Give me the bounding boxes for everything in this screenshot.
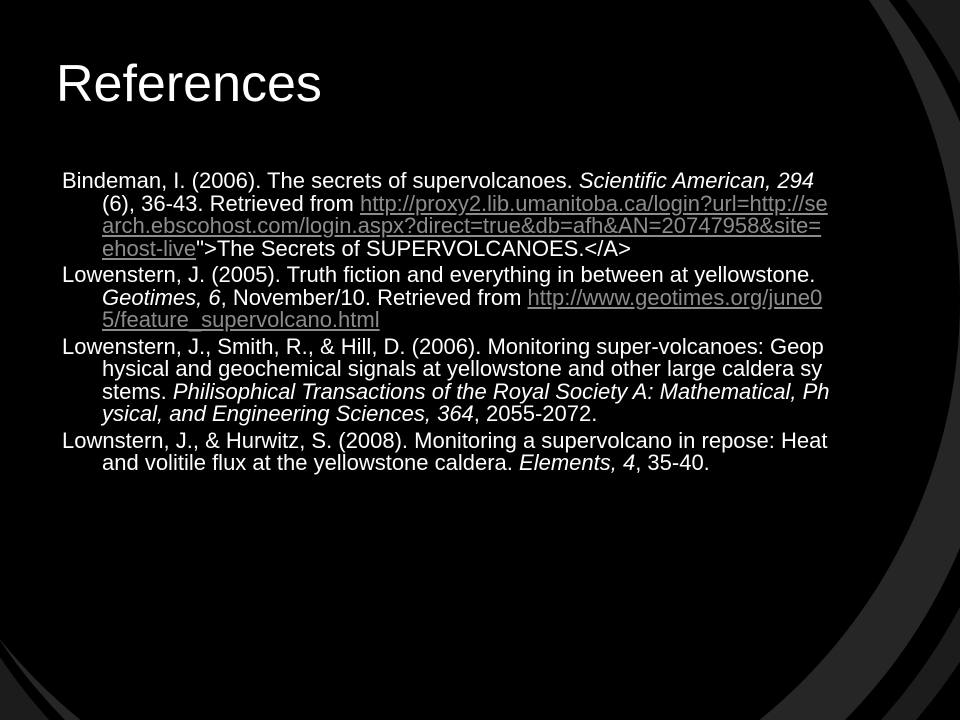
reference-item bbox=[62, 427, 832, 475]
reference-item bbox=[62, 333, 832, 426]
reference-trailing: ">The Secrets of SUPERVOLCANOES.</A> bbox=[196, 235, 631, 261]
slide-title: References bbox=[56, 55, 322, 113]
reference-journal: Elements, 4 bbox=[519, 450, 636, 475]
reference-journal: Scientific American, 294 bbox=[578, 168, 815, 193]
reference-issue-pages: (6), 36-43. Retrieved from bbox=[102, 190, 360, 216]
reference-issue-pages: , 35-40. bbox=[635, 450, 710, 475]
reference-authors: Lowenstern, J., Smith, R., & Hill, D. (2006). Monitoring super-volcanoes: Geophysical and geochemical signals at yellowstone and other large caldera systems. bbox=[62, 333, 824, 404]
reference-issue-pages: , November/10. Retrieved from bbox=[220, 284, 528, 310]
reference-link[interactable]: http://proxy2.lib.umanitoba.ca/login?url=http://search.ebscohost.com/login.aspx?direct=true&db=afh&AN=20747958&site=ehost-live bbox=[102, 190, 828, 261]
reference-journal: Philisophical Transactions of the Royal Society A: Mathematical, Physical, and Engineering Sciences, 364 bbox=[102, 378, 830, 426]
reference-item bbox=[62, 264, 832, 332]
reference-list bbox=[62, 170, 832, 479]
reference-link[interactable]: http://www.geotimes.org/june05/feature_supervolcano.html bbox=[102, 284, 823, 332]
reference-authors: Lowenstern, J. (2005). Truth fiction and everything in between at yellowstone. bbox=[62, 262, 816, 287]
reference-authors: Bindeman, I. (2006). The secrets of supervolcanoes. bbox=[62, 168, 579, 193]
reference-authors: Lownstern, J., & Hurwitz, S. (2008). Monitoring a supervolcano in repose: Heat and volitile flux at the yellowstone caldera. bbox=[62, 427, 828, 475]
reference-journal: Geotimes, 6 bbox=[102, 284, 221, 310]
reference-item bbox=[62, 170, 832, 260]
reference-issue-pages: , 2055-2072. bbox=[473, 401, 598, 426]
